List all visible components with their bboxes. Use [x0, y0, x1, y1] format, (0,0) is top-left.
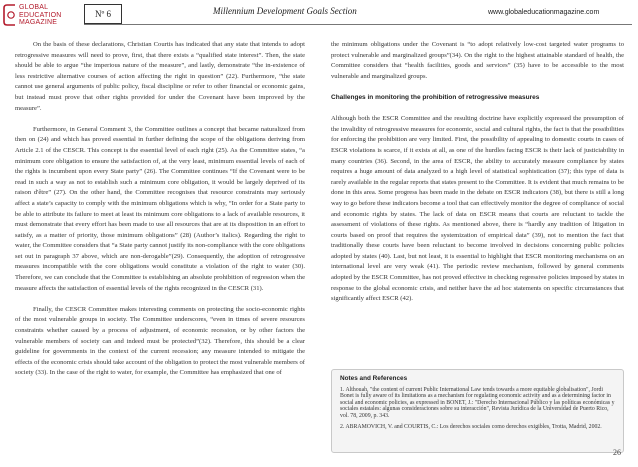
right-column: [331, 40, 624, 315]
page-header: [0, 0, 638, 34]
paragraph: Although both the ESCR Committee and the resulting doctrine have explicitly expressed the presumption of the invalidity of retrogressive measures for economic, social and cultural rights, the fact is that the possibilities for enforcing the prohibition are very limited. First, the possibility of appealing to domestic courts in cases of ESCR violations is scarce, if it exists at all, as one of the hurdles facing ESCR is their lack of justiciability in many countries (36). Second, in the area of ESCR, the ability to accurately measure compliance by states requires a huge amount of data analyzed to a high level of statistical sophistication (37); this type of data is rarely available in the regular reports that states present to the Committee. It is evident that much remains to be done in this area. Some progress has been made in the debate on ESCR indicators (38), but there is still a long way to go before these indicators become a tool that can effectively monitor the degree of compliance of social and economic rights by states. The lack of data on ESCR means that courts are reluctant to tackle the assessment of violations of these rights. As mentioned above, there is “hardly any tradition of litigation in courts based on proof that requires the systemization of empirical data” (39), not to mention the fact that traditionally these courts have been reluctant to become involved in decisions concerning public policies adopted by states (40). Last, but not least, it is essential to highlight that ESCR monitoring mechanisms on an international level are very weak (41). The periodic review mechanism, followed by general comments adopted by the ESCR Committee, has not proved effective in checking regressive policies imposed by states in response to the global economic crisis, and neither have the ad hoc statements on specific circumstances that significantly affect ESCR (42).: [331, 115, 624, 303]
logo-line-1: GLOBAL: [19, 4, 49, 11]
global-education-magazine-logo[interactable]: [3, 3, 65, 31]
left-column: [15, 40, 305, 390]
paragraph: the minimum obligations under the Covenant is “to adopt relatively low-cost targeted water programs to protect vulnerable and marginalized groups”(34). On the right to the highest attainable standard of health, the Committee considers that “health facilities, goods and services” (35) have to be accessible to the most vulnerable and marginalized groups.: [331, 41, 624, 80]
notes-title: Notes and References: [340, 375, 408, 382]
section-title: Millennium Development Goals Section: [213, 6, 357, 16]
logo-bracket-icon: [3, 4, 17, 26]
page-number: 26: [613, 448, 621, 457]
notes-and-references-box: [331, 369, 624, 453]
paragraph: Finally, the CESCR Committee makes interesting comments on protecting the socio-economic rights of the most vulnerable groups in society. The Committee underscores, “even in times of severe resources constraints whether caused by a process of adjustment, of economic recession, or by other factors the vulnerable members of society can and indeed must be protected”(32). Therefore, this should be a clear guideline for governments in the context of the current recession; any measure intended to mitigate the effects of the economic crisis should take account of the obligation to protect the most vulnerable members of society (33). In the case of the right to water, for example, the Committee has emphasized that one of: [15, 305, 305, 377]
header-divider: [84, 24, 632, 25]
note-item: 2. ABRAMOVICH, V. and COURTIS, C.: Los derechos sociales como derechos exigibles, Trotta, Madrid, 2002.: [340, 424, 602, 431]
issue-number: Nº 6: [84, 4, 122, 24]
logo-wordmark: [19, 4, 62, 27]
paragraph: Furthermore, in General Comment 3, the Committee outlines a concept that became naturalized from then on (24) and which has proved essential in further defining the scope of the obligations deriving from Article 2.1 of the CESCR. This concept is the essential level of each right (25). As the Committee states, “a minimum core obligation to ensure the satisfaction of, at the very least, minimum essential levels of each of the rights is incumbent upon every State party” (26). The Committee continues “If the Covenant were to be read in such a way as not to establish such a minimum core obligation, it would be largely deprived of its raison d'être” (27). On the other hand, the Committee recognises that resource constraints may seriously affect a state’s capacity to comply with the minimum obligations which is why, “In order for a State party to be able to attribute its failure to meet at least its minimum core obligations to a lack of available resources, it must demonstrate that every effort has been made to use all resources that are at its disposition in an effort to satisfy, as a matter of priority, those minimum obligations” (28) (Author’s italics). Regarding the right to water, the Committee considers that “a State party cannot justify its non-compliance with the core obligations set out in paragraph 37 above, which are non-derogable”(29). Consequently, the adoption of retrogressive measures incompatible with the core obligations would constitute a violation of the right to water (30). Therefore, we can conclude that the Committee is establishing an absolute prohibition of regression when the measure affects the satisfaction of essential levels of the rights recognized in the CESCR (31).: [15, 125, 305, 292]
site-url-link[interactable]: www.globaleducationmagazine.com: [488, 9, 600, 16]
paragraph: On the basis of these declarations, Christian Courtis has indicated that any state that intends to adopt retrogressive measures will need to prove, first, that there exists a “qualified state interest”. Then, the state should be able to argue “the imperious nature of the measure”, and lastly, demonstrate “the in-existence of less restrictive alternative courses of action affecting the right in question” (22). Furthermore, “the state cannot use general arguments of public policy, fiscal discipline or refer to other financial or economic gains, but instead must prove that other rights provided for under the Covenant have been improved by the measure”.: [15, 41, 305, 112]
note-item: 1. Althouah, "the content of current Public International Law tends towards a more equitable globalisation", Jordi Bonet is fully aware of its limitations as a mechanism for regulating economic activity and as a determining factor in social and economic policies, as expressed in BONET, J.: "Derecho Internacional Público y las políticas económicas y sociales estatales: algunas consideraciones sobre su interacción", Revista Jurídica de la Universidad de Puerto Rico, vol. 78, 2009, p. 343.: [340, 387, 615, 419]
logo-line-3: MAGAZINE: [19, 19, 58, 26]
logo-line-2: EDUCATION: [19, 11, 62, 19]
section-subheading: Challenges in monitoring the prohibition of retrogressive measures: [331, 93, 540, 101]
